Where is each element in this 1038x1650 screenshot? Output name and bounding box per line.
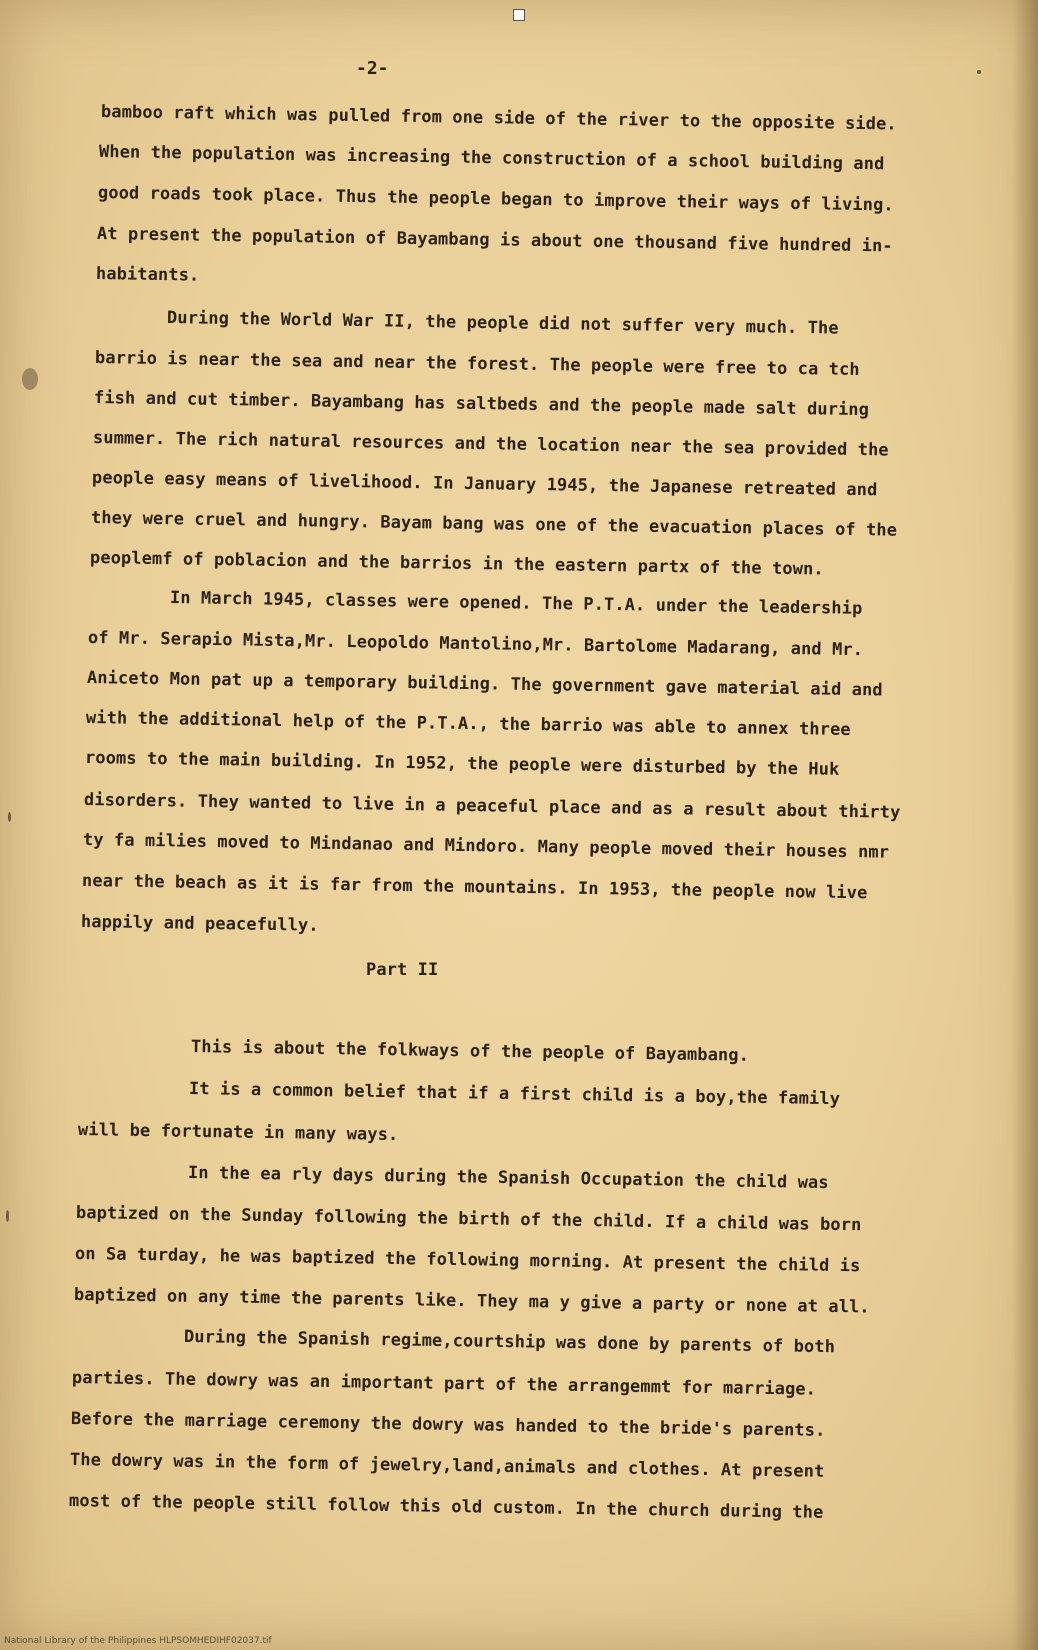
text-line: habitants. bbox=[95, 264, 200, 286]
ink-spot bbox=[22, 368, 38, 390]
ink-spot bbox=[6, 1210, 9, 1222]
text-line: they were cruel and hungry. Bayam bang was one of the evacuation places of the bbox=[90, 508, 898, 541]
text-line: Before the marriage ceremony the dowry was handed to the bride's parents. bbox=[70, 1409, 826, 1441]
text-line: When the population was increasing the construction of a school building and bbox=[98, 142, 885, 175]
text-line: In March 1945, classes were opened. The P.T.A. under the leadership bbox=[169, 588, 863, 619]
section-heading: Part II bbox=[366, 960, 439, 980]
text-line: Aniceto Mon pat up a temporary building. The government gave material aid and bbox=[86, 668, 883, 701]
text-line: bamboo raft which was pulled from one side of the river to the opposite side. bbox=[100, 102, 897, 135]
page-edge-shadow bbox=[1012, 0, 1038, 1650]
scan-marker bbox=[513, 9, 525, 21]
text-line: peoplemf of poblacion and the barrios in the eastern partx of the town. bbox=[89, 548, 824, 580]
text-line: At present the population of Bayambang is about one thousand five hundred in- bbox=[96, 224, 893, 257]
text-line: In the ea rly days during the Spanish Occupation the child was bbox=[187, 1163, 829, 1194]
text-line: fish and cut timber. Bayambang has saltbeds and the people made salt during bbox=[93, 388, 870, 421]
text-line: rooms to the main building. In 1952, the people were disturbed by the Huk bbox=[84, 748, 840, 780]
ink-spot bbox=[977, 70, 981, 74]
text-line: near the beach as it is far from the mountains. In 1953, the people now live bbox=[81, 871, 868, 904]
text-line: This is about the folkways of the people of Bayambang. bbox=[190, 1037, 750, 1066]
text-line: The dowry was in the form of jewelry,land,animals and clothes. At present bbox=[69, 1450, 825, 1482]
text-line: on Sa turday, he was baptized the following morning. At present the child is bbox=[74, 1244, 861, 1277]
text-line: parties. The dowry was an important part of the arrangemmt for marriage. bbox=[71, 1368, 817, 1400]
scan-footer: National Library of the Philippines HLPSOMHEDIHF02037.tif bbox=[4, 1636, 272, 1646]
text-line: baptized on the Sunday following the birth of the child. If a child was born bbox=[75, 1203, 862, 1236]
text-line: of Mr. Serapio Mista,Mr. Leopoldo Mantolino,Mr. Bartolome Madarang, and Mr. bbox=[87, 628, 864, 661]
page-number: -2- bbox=[356, 58, 389, 79]
text-line: ty fa milies moved to Mindanao and Mindoro. Many people moved their houses nmr bbox=[82, 830, 890, 863]
text-line: most of the people still follow this old custom. In the church during the bbox=[68, 1491, 824, 1523]
text-line: barrio is near the sea and near the forest. The people were free to ca tch bbox=[94, 348, 860, 381]
text-line: During the World War II, the people did not suffer very much. The bbox=[166, 308, 839, 339]
text-line: It is a common belief that if a first child is a boy,the family bbox=[188, 1079, 841, 1110]
text-line: good roads took place. Thus the people began to improve their ways of living. bbox=[97, 183, 894, 216]
text-line: summer. The rich natural resources and the location near the sea provided the bbox=[92, 428, 889, 461]
text-line: with the additional help of the P.T.A., the barrio was able to annex three bbox=[85, 708, 851, 741]
text-line: happily and peacefully. bbox=[80, 912, 319, 936]
text-line: people easy means of livelihood. In January 1945, the Japanese retreated and bbox=[91, 468, 878, 501]
text-line: will be fortunate in many ways. bbox=[77, 1120, 399, 1146]
text-line: baptized on any time the parents like. They ma y give a party or none at all. bbox=[73, 1285, 870, 1318]
text-line: During the Spanish regime,courtship was done by parents of both bbox=[183, 1327, 836, 1358]
ink-spot bbox=[8, 812, 11, 822]
text-line: disorders. They wanted to live in a peaceful place and as a result about thirty bbox=[83, 790, 901, 823]
